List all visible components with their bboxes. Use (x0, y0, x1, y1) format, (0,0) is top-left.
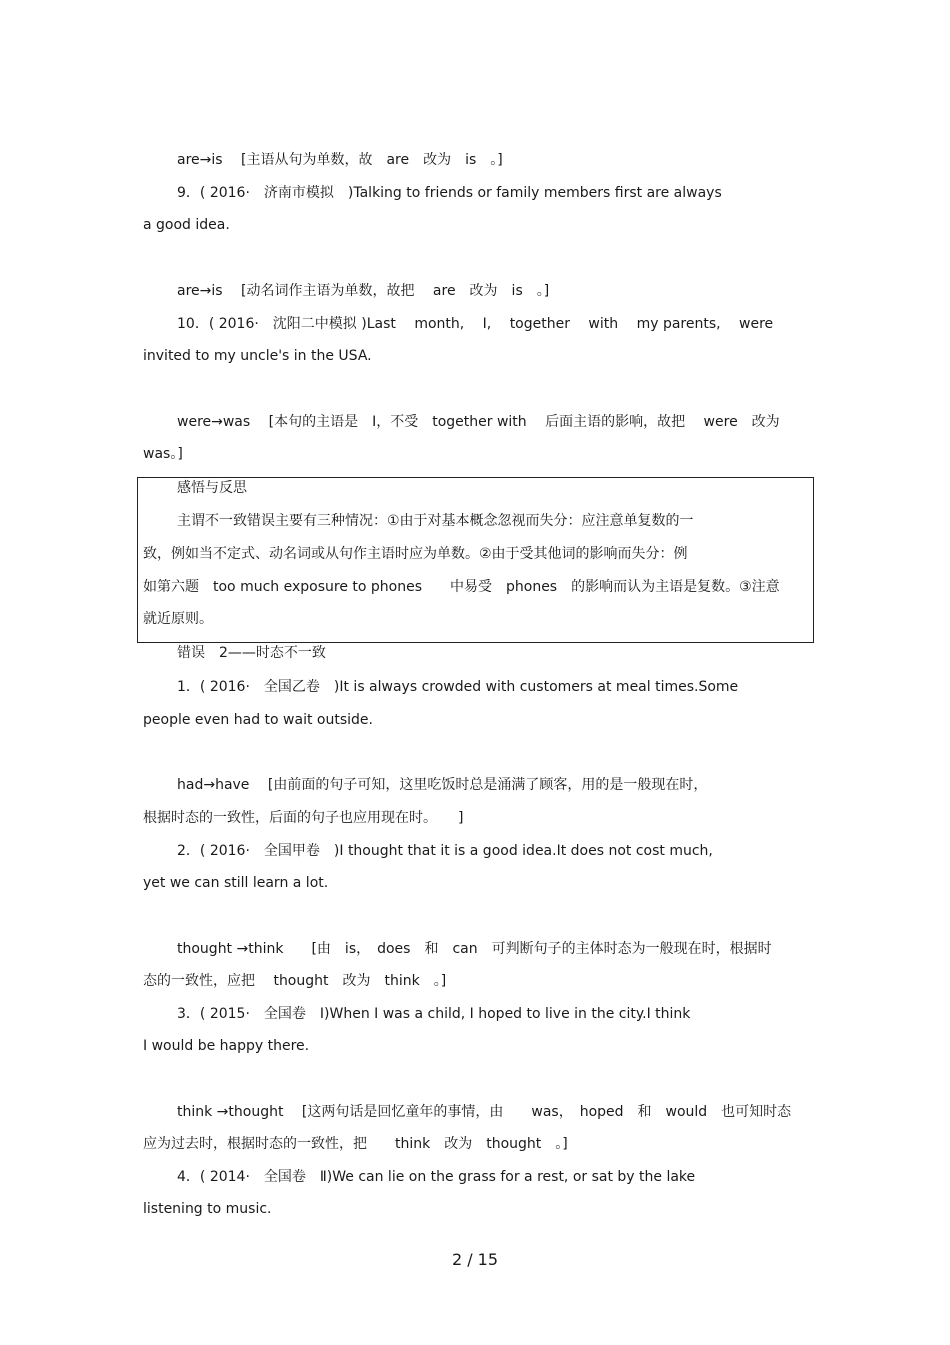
tense-answer-1-line-2: 根据时态的一致性，后面的句子也应用现在时。 ] (143, 810, 464, 826)
tense-question-1-line-1: 1．( 2016· 全国乙卷 )It is always crowded with customers at meal times.Some (177, 679, 739, 695)
question-9-line-1: 9．( 2016· 济南市模拟 )Talking to friends or family members first are always (177, 185, 722, 201)
tense-question-2-line-2: yet we can still learn a lot. (143, 875, 329, 891)
reflection-text-2: 致，例如当不定式、动名词或从句作主语时应为单数。②由于受其他词的影响而失分：例 (143, 546, 688, 562)
tense-answer-2-line-1: thought →think [由 is， does 和 can 可判断句子的主体时态为一般现在时，根据时 (177, 941, 772, 957)
answer-9: are→is [动名词作主语为单数，故把 are 改为 is 。] (177, 283, 550, 299)
reflection-title: 感悟与反思 (177, 480, 247, 496)
reflection-text-3: 如第六题 too much exposure to phones 中易受 phones 的影响而认为主语是复数。③注意 (143, 579, 780, 595)
answer-line-8: are→is [主语从句为单数，故 are 改为 is 。] (177, 152, 503, 168)
answer-10-line-1: were→was [本句的主语是 I，不受 together with 后面主语的影响，故把 were 改为 (177, 414, 780, 430)
reflection-text-1: 主谓不一致错误主要有三种情况：①由于对基本概念忽视而失分：应注意单复数的一 (177, 513, 694, 529)
answer-10-line-2: was。] (143, 446, 183, 462)
question-10-line-2: invited to my uncle's in the USA. (143, 348, 372, 364)
tense-question-1-line-2: people even had to wait outside. (143, 712, 373, 728)
section-heading-error-2: 错误 2——时态不一致 (177, 645, 326, 661)
tense-answer-1-line-1: had→have [由前面的句子可知，这里吃饭时总是涌满了顾客，用的是一般现在时， (177, 777, 708, 793)
tense-answer-3-line-1: think →thought [这两句话是回忆童年的事情，由 was， hoped 和 would 也可知时态 (177, 1104, 792, 1120)
tense-question-2-line-1: 2．( 2016· 全国甲卷 )I thought that it is a good idea.It does not cost much, (177, 843, 713, 859)
page-number: 2 / 15 (451, 1250, 499, 1269)
question-10-line-1: 10．( 2016· 沈阳二中模拟 )Last month, I, together with my parents, were (177, 316, 774, 332)
question-9-line-2: a good idea. (143, 217, 230, 233)
tense-answer-2-line-2: 态的一致性，应把 thought 改为 think 。] (143, 973, 447, 989)
reflection-text-4: 就近原则。 (143, 611, 213, 627)
tense-question-4-line-1: 4．( 2014· 全国卷 Ⅱ)We can lie on the grass for a rest, or sat by the lake (177, 1169, 696, 1185)
tense-question-4-line-2: listening to music. (143, 1201, 272, 1217)
tense-answer-3-line-2: 应为过去时，根据时态的一致性，把 think 改为 thought 。] (143, 1136, 568, 1152)
tense-question-3-line-2: I would be happy there. (143, 1038, 310, 1054)
tense-question-3-line-1: 3．( 2015· 全国卷 Ⅰ)When I was a child, I hoped to live in the city.I think (177, 1006, 691, 1022)
